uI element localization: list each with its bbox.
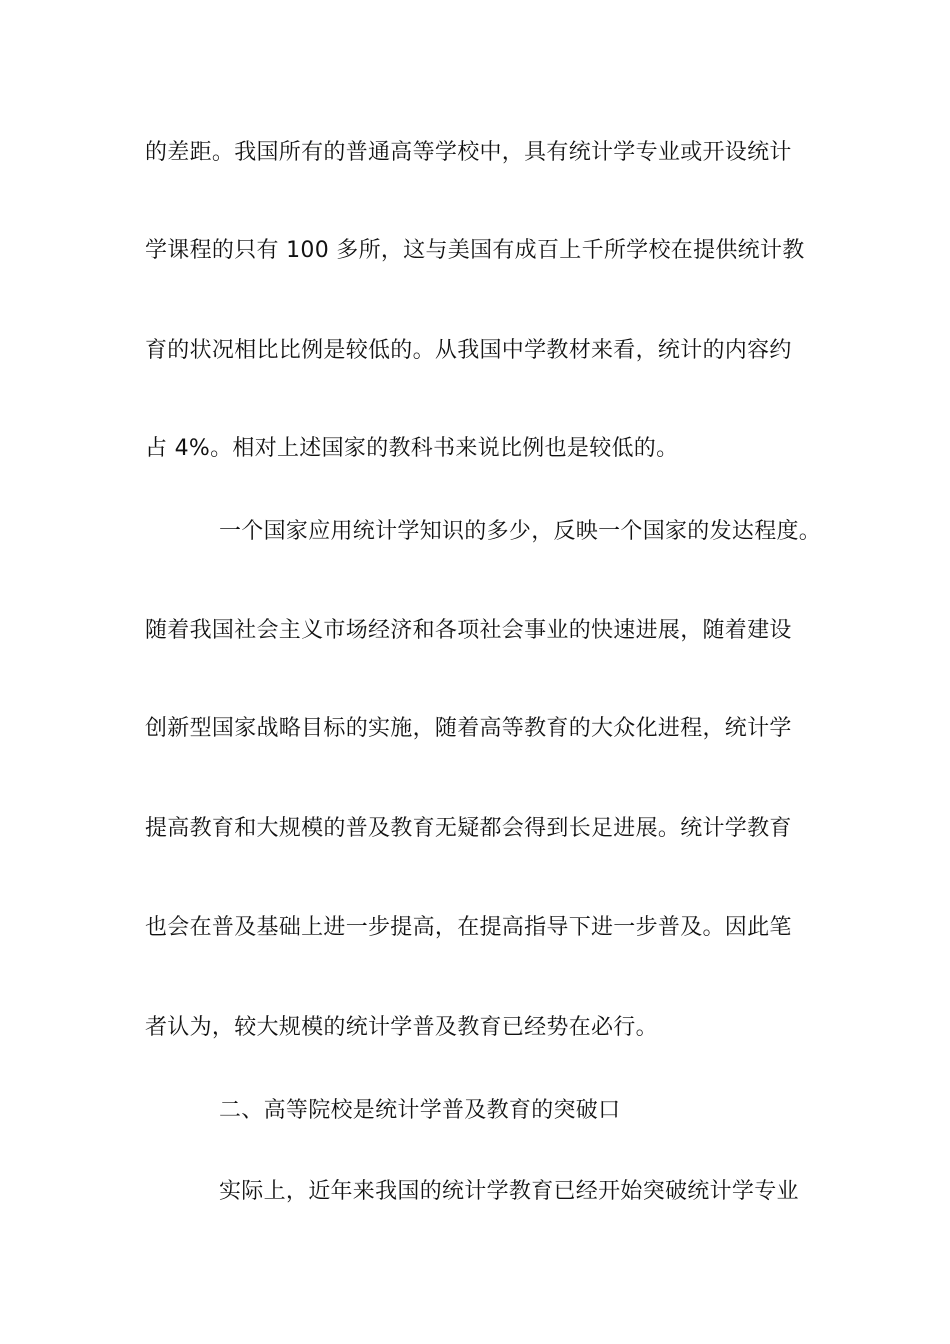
- text-line: 育的状况相比比例是较低的。从我国中学教材来看，统计的内容约: [145, 338, 792, 363]
- text-line: 占 4%。相对上述国家的教科书来说比例也是较低的。: [145, 436, 679, 461]
- section-heading: 二、高等院校是统计学普及教育的突破口: [219, 1098, 621, 1123]
- paragraph-first-line: 一个国家应用统计学知识的多少，反映一个国家的发达程度。: [219, 519, 822, 544]
- text-line: 学课程的只有 100 多所，这与美国有成百上千所学校在提供统计教: [145, 238, 805, 263]
- text-line: 也会在普及基础上进一步提高，在提高指导下进一步普及。因此笔: [145, 915, 792, 940]
- text-line: 者认为，较大规模的统计学普及教育已经势在必行。: [145, 1015, 658, 1040]
- text-line: 创新型国家战略目标的实施，随着高等教育的大众化进程，统计学: [145, 716, 792, 741]
- text-line: 提高教育和大规模的普及教育无疑都会得到长足进展。统计学教育: [145, 816, 792, 841]
- text-line: 随着我国社会主义市场经济和各项社会事业的快速进展，随着建设: [145, 618, 792, 643]
- text-line: 的差距。我国所有的普通高等学校中，具有统计学专业或开设统计: [145, 140, 792, 165]
- paragraph-first-line: 实际上，近年来我国的统计学教育已经开始突破统计学专业: [219, 1179, 799, 1204]
